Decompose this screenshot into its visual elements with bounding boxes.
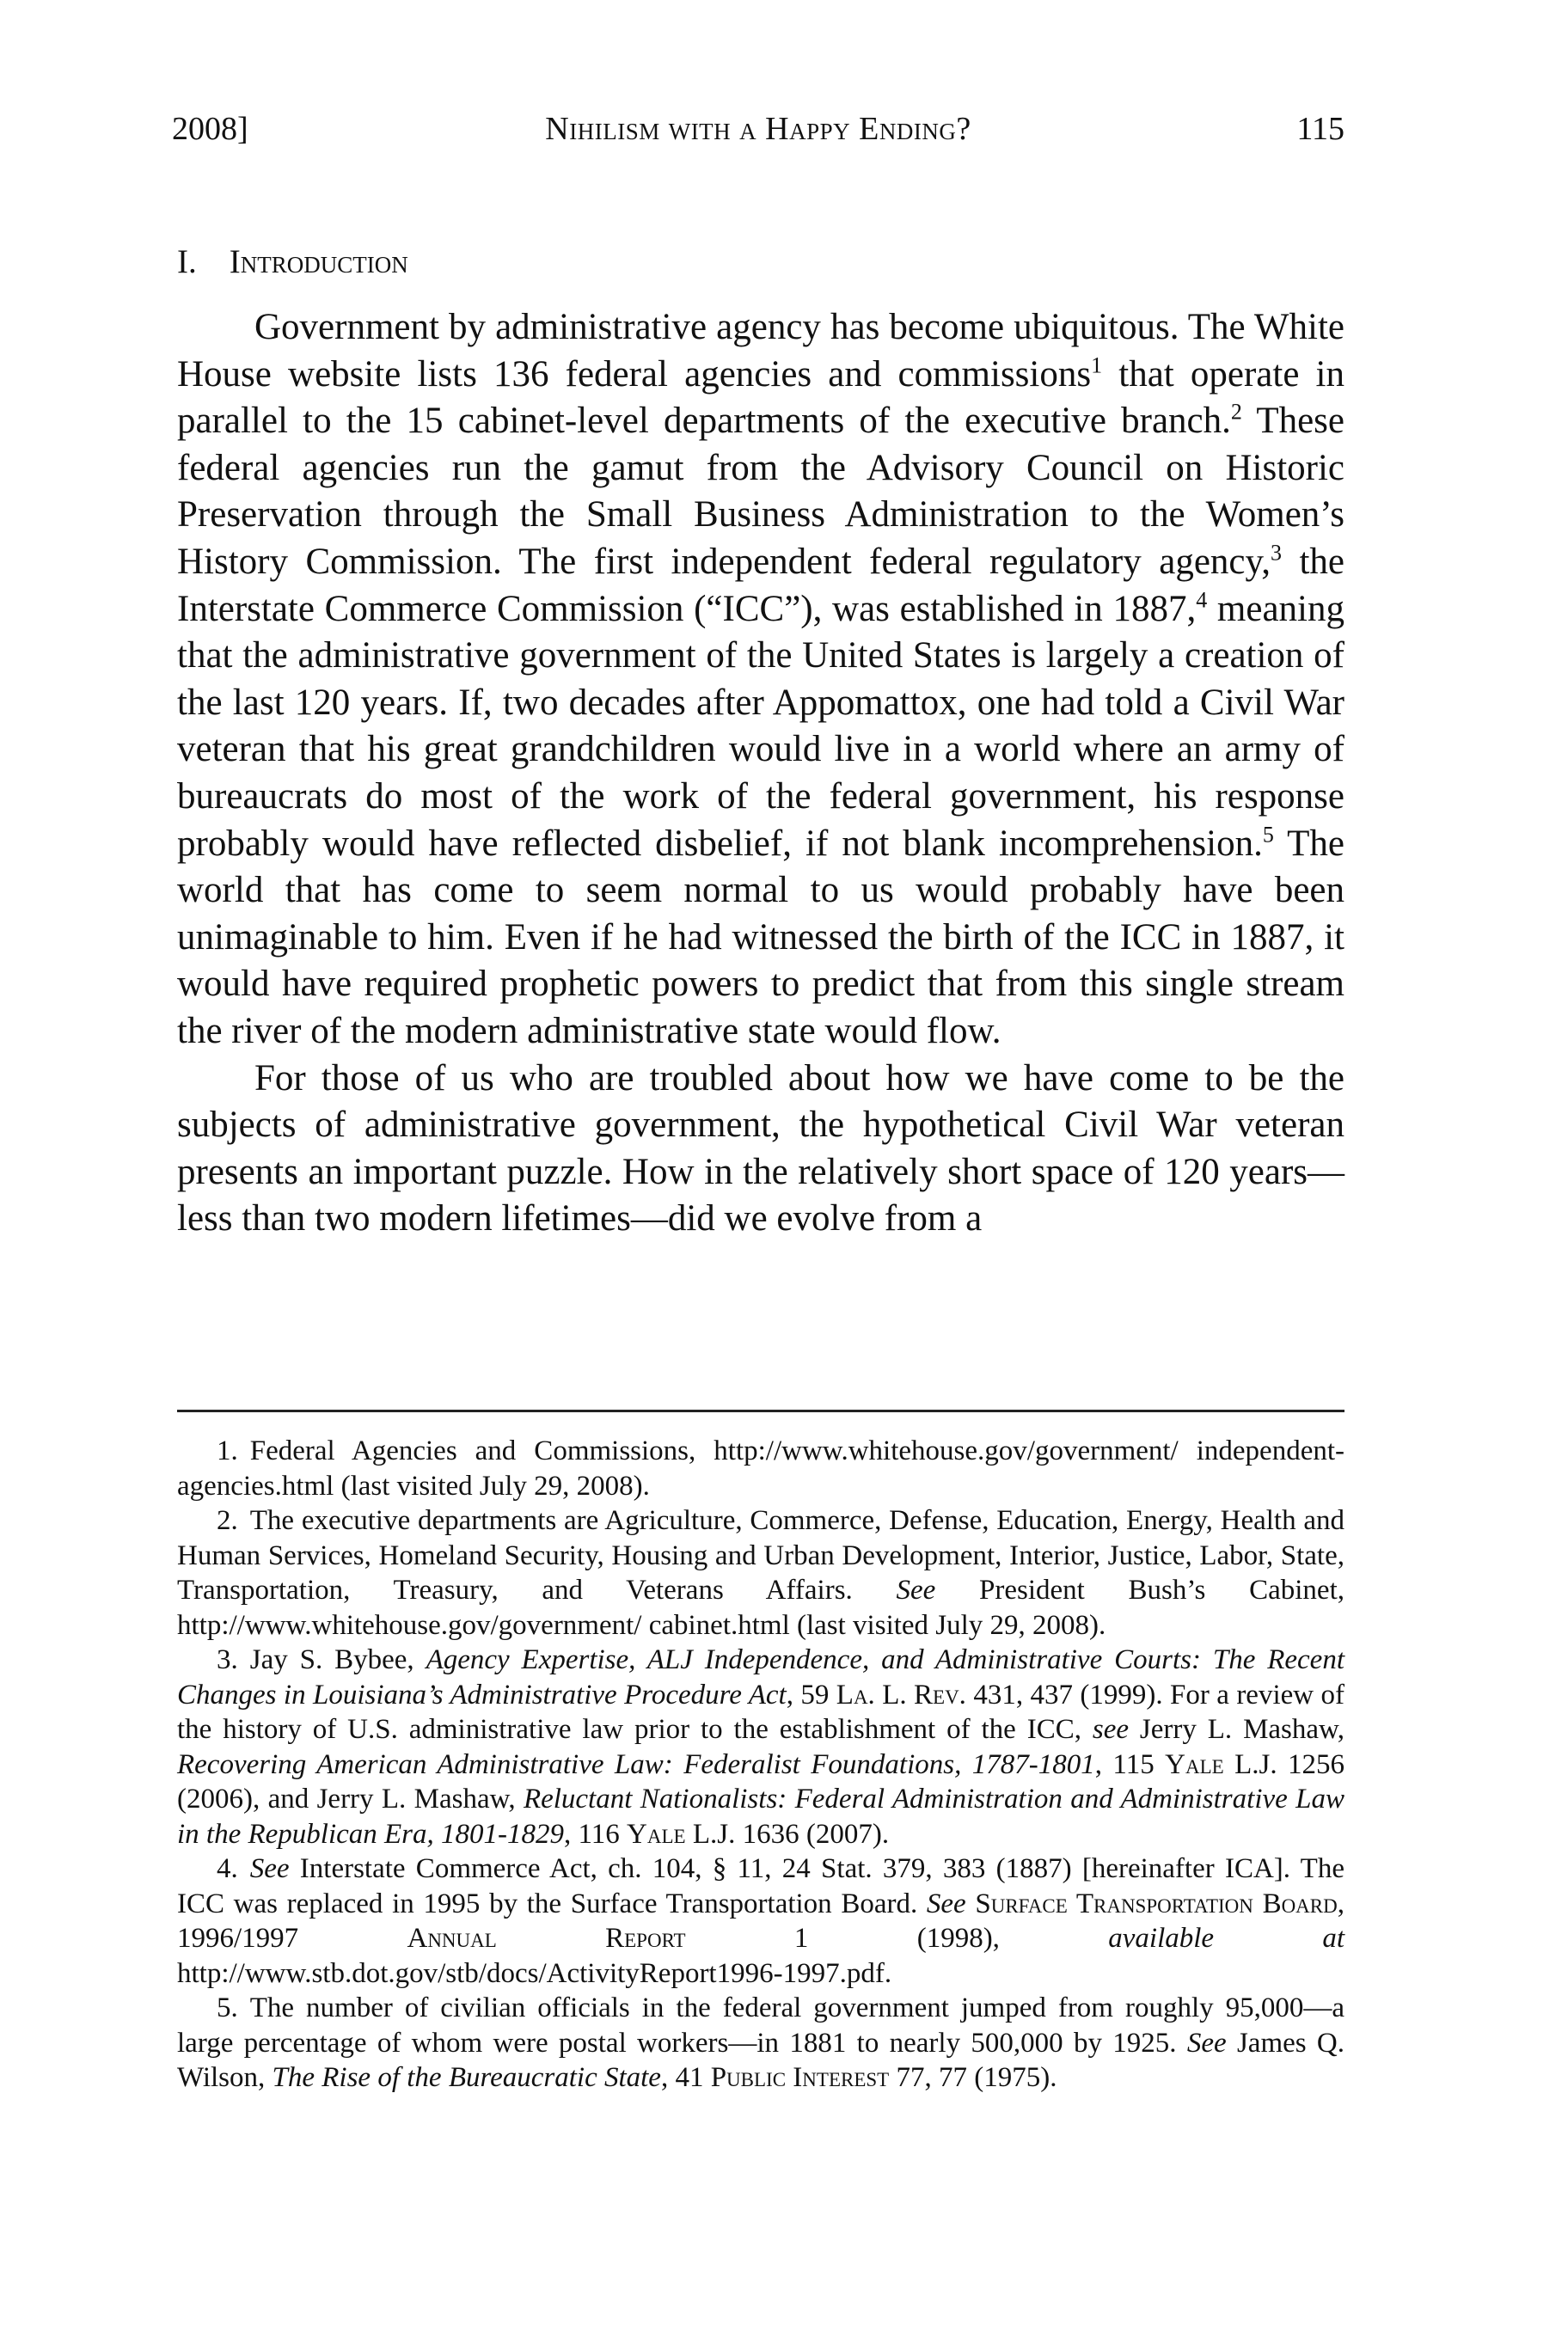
journal-name: Yale L.J. — [627, 1818, 736, 1850]
journal-name: Yale L.J. — [1165, 1748, 1277, 1780]
paragraph-text: meaning that the administrative government of the United States is largely a creation of the last 120 years. If, two decades after Appomattox, one had told a Civil War veteran that his great grandchildren would live in a world where an army of bureaucrats do most of the work of the federal government, his response probably would have reflected disbelief, if not blank incomprehension. — [177, 588, 1344, 864]
footnote-text: , 41 — [660, 2062, 711, 2093]
citation-title: Reluctant Nationalists: Federal Administration and Administrative Law in the Republican Era, 1801-1829 — [177, 1784, 1344, 1850]
footnote-divider — [177, 1410, 1344, 1412]
section-title: Introduction — [229, 243, 408, 280]
footnote — [177, 1434, 1344, 1503]
footnote-number: 5. — [217, 1992, 238, 2023]
paragraph-text: the Interstate Commerce Commission (“ICC”), was established in 1887, — [177, 541, 1344, 629]
running-title: Nihilism with a Happy Ending? — [545, 111, 971, 147]
paragraph-text: The world that has come to seem normal to us would probably have been unimaginable to him. Even if he had witnessed the birth of the ICC in 1887, it would have required prophetic powers to predict that from this single stream the river of the modern administrative state would flow. — [177, 823, 1344, 1051]
footnote-number: 4. — [217, 1853, 238, 1884]
footnote-text: President Bush’s Cabinet, http://www.whitehouse.gov/government/ cabinet.html (last visited July 29, 2008). — [177, 1575, 1344, 1641]
footnote-signal: See — [896, 1575, 936, 1606]
citation-title: Recovering American Administrative Law: Federalist Foundations, 1787-1801 — [177, 1748, 1095, 1780]
footnote-ref: 2 — [1230, 399, 1242, 425]
footnote — [177, 1643, 1344, 1851]
section-heading — [177, 243, 408, 281]
paragraph — [177, 1056, 1344, 1243]
paragraph-text: For those of us who are troubled about how we have come to be the subjects of administrative government, the hypothetical Civil War veteran presents an important puzzle. How in the relatively short space of 120 years—less than two modern lifetimes—did we evolve from a — [177, 1057, 1344, 1239]
footnote — [177, 1503, 1344, 1643]
footnote-text: , 115 — [1094, 1748, 1166, 1780]
journal-name: Public Interest — [710, 2062, 890, 2093]
paragraph-text: that operate in parallel to the 15 cabinet-level departments of the executive branch. — [177, 353, 1345, 442]
paragraph — [177, 304, 1344, 1056]
citation-title: Agency Expertise, ALJ Independence, and Administrative Courts: The Recent Changes in Louisiana’s Administrative Procedure Act — [177, 1644, 1344, 1711]
footnote-text: 431, 437 (1999). For a review of the history of U.S. administrative law prior to the establishment of the ICC, — [177, 1679, 1344, 1745]
footnote-text: Jay S. Bybee, — [249, 1644, 426, 1675]
footnote-ref: 4 — [1196, 587, 1208, 613]
footnote-text: http://www.stb.dot.gov/stb/docs/ActivityReport1996-1997.pdf. — [177, 1957, 892, 1989]
footnote-text: 1256 (2006), and Jerry L. Mashaw, — [177, 1748, 1345, 1815]
footnote-text: Jerry L. Mashaw, — [1129, 1714, 1344, 1745]
footnote-text: The number of civilian officials in the federal government jumped from roughly 95,000—a large percentage of whom were postal workers—in 1881 to nearly 500,000 by 1925. — [177, 1992, 1344, 2059]
footnote-text: The executive departments are Agriculture, Commerce, Defense, Education, Energy, Health and Human Services, Homeland Security, Housing and Urban Development, Interior, Justice, Labor, State, Transportation, Treasury, and Veterans Affairs. — [177, 1505, 1344, 1606]
footnote-text: 1636 (2007). — [735, 1818, 890, 1850]
footnote-ref: 1 — [1091, 352, 1103, 378]
footnote-signal: See — [926, 1888, 966, 1919]
footnote-ref: 3 — [1270, 540, 1282, 566]
header-year: 2008] — [172, 111, 248, 147]
section-number: I. — [177, 243, 197, 280]
footnote-text: James Q. Wilson, — [177, 2027, 1344, 2093]
footnote-ref: 5 — [1262, 822, 1274, 848]
footnote-text: Federal Agencies and Commissions, http://www.whitehouse.gov/government/ independent-agencies.html (last visited July 29, 2008). — [177, 1435, 1344, 1502]
footnote-signal: available at — [1108, 1923, 1345, 1954]
footnote-signal: see — [1092, 1714, 1130, 1745]
footnote-text: , 1996/1997 — [177, 1888, 1344, 1954]
footnote-text — [966, 1888, 976, 1919]
footnote-number: 2. — [217, 1505, 238, 1536]
running-header — [172, 110, 1344, 148]
footnote-signal: See — [1186, 2027, 1227, 2059]
body-text — [177, 304, 1344, 1243]
footnote — [177, 1851, 1344, 1991]
footnote-number: 1. — [217, 1435, 238, 1466]
paragraph-text: These federal agencies run the gamut from the Advisory Council on Historic Preservation through the Small Business Administration to the Women’s History Commission. The first independent federal regulatory agency, — [177, 401, 1344, 582]
footnote — [177, 1991, 1344, 2096]
footnote-signal: See — [249, 1853, 290, 1884]
footnote-text: , 59 — [786, 1679, 836, 1711]
report-title: Annual Report — [407, 1923, 686, 1954]
footnote-text: Interstate Commerce Act, ch. 104, § 11, 24 Stat. 379, 383 (1887) [hereinafter ICA]. The ICC was replaced in 1995 by the Surface Transportation Board. — [177, 1853, 1344, 1919]
footnote-text: 77, 77 (1975). — [889, 2062, 1057, 2093]
citation-title: The Rise of the Bureaucratic State — [272, 2062, 661, 2093]
footnote-text: 1 (1998), — [685, 1923, 1109, 1954]
footnote-number: 3. — [217, 1644, 238, 1675]
page-number: 115 — [1296, 111, 1344, 147]
paragraph-text: Government by administrative agency has become ubiquitous. The White House website lists 136 federal agencies and commissions — [177, 307, 1344, 395]
footnotes — [177, 1434, 1344, 2096]
footnote-text: , 116 — [564, 1818, 628, 1850]
author-name: Surface Transportation Board — [975, 1888, 1338, 1919]
journal-name: La. L. Rev. — [836, 1679, 966, 1711]
